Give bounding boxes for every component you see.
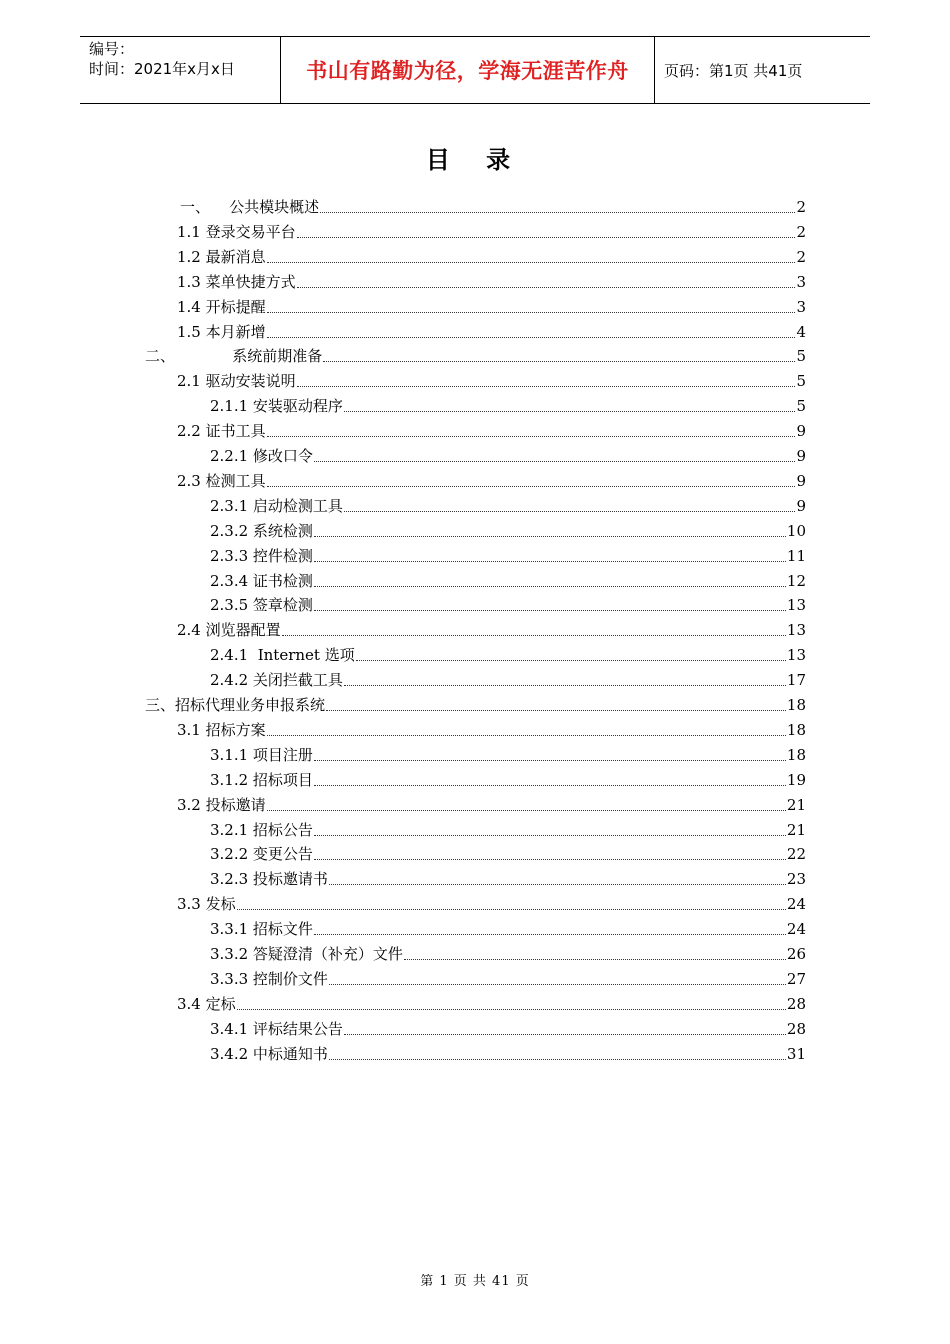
- toc-entry-label: 3.3.3 控制价文件: [210, 969, 328, 988]
- toc-entry-label: 2.3.2 系统检测: [210, 521, 313, 540]
- toc-entry-page: 5: [796, 347, 806, 366]
- toc-entry[interactable]: [177, 245, 806, 269]
- toc-entry[interactable]: [210, 494, 806, 518]
- toc-entry-page: 4: [796, 322, 806, 341]
- toc-entry[interactable]: [210, 519, 806, 543]
- toc-leader-dots: [314, 834, 786, 836]
- toc-leader-dots: [267, 435, 796, 437]
- toc-entry[interactable]: [177, 618, 806, 642]
- toc-entry[interactable]: [145, 693, 806, 717]
- toc-entry-page: 5: [796, 397, 806, 416]
- toc-entry-label: 3.2.3 投标邀请书: [210, 870, 328, 889]
- toc-entry-page: 13: [786, 621, 806, 640]
- toc-entry[interactable]: [177, 270, 806, 294]
- toc-entry-label: 2.3.4 证书检测: [210, 571, 313, 590]
- toc-leader-dots: [344, 510, 796, 512]
- header-page-cell: [655, 37, 870, 103]
- toc-entry-page: 2: [796, 222, 806, 241]
- toc-entry[interactable]: [210, 1017, 806, 1041]
- toc-entry-label: 3.4 定标: [177, 994, 236, 1013]
- toc-leader-dots: [344, 410, 796, 412]
- toc-entry-page: 23: [786, 870, 806, 889]
- toc-leader-dots: [404, 958, 786, 960]
- toc-entry-page: 28: [786, 1019, 806, 1038]
- toc-entry[interactable]: [210, 768, 806, 792]
- toc-entry-label: 2.3 检测工具: [177, 471, 266, 490]
- toc-entry-page: 13: [786, 596, 806, 615]
- toc-entry-label: 3.4.2 中标通知书: [210, 1044, 328, 1063]
- toc-entry-label: 3.3.1 招标文件: [210, 920, 313, 939]
- toc-entry-label: 2.4.1 Internet 选项: [210, 646, 355, 665]
- toc-entry[interactable]: [177, 320, 806, 344]
- toc-leader-dots: [320, 211, 795, 213]
- toc-leader-dots: [344, 684, 786, 686]
- toc-entry[interactable]: [177, 793, 806, 817]
- toc-entry-page: 31: [786, 1044, 806, 1063]
- toc-entry[interactable]: [177, 220, 806, 244]
- toc-entry-label: 1.4 开标提醒: [177, 297, 266, 316]
- toc-entry[interactable]: [210, 1042, 806, 1066]
- toc-entry-page: 12: [786, 571, 806, 590]
- toc-entry-label: 2.3.5 签章检测: [210, 596, 313, 615]
- toc-leader-dots: [314, 560, 786, 562]
- toc-entry[interactable]: [210, 394, 806, 418]
- toc-entry-label: 1.1 登录交易平台: [177, 222, 296, 241]
- toc-leader-dots: [267, 809, 786, 811]
- toc-entry-label: 3.2 投标邀请: [177, 795, 266, 814]
- header-motto-cell: [281, 37, 655, 103]
- toc-entry-page: 28: [786, 994, 806, 1013]
- toc-entry-label: 3.2.2 变更公告: [210, 845, 313, 864]
- toc-entry[interactable]: [210, 569, 806, 593]
- toc-entry[interactable]: [145, 344, 806, 368]
- toc-leader-dots: [314, 609, 786, 611]
- toc-leader-dots: [297, 385, 796, 387]
- toc-leader-dots: [237, 1008, 786, 1010]
- toc-entry[interactable]: [177, 469, 806, 493]
- header-page-label: 页码：第1页 共41页: [664, 61, 803, 80]
- toc-entry-page: 22: [786, 845, 806, 864]
- toc-entry-page: 18: [786, 696, 806, 714]
- toc-leader-dots: [267, 336, 796, 338]
- header-motto: 书山有路勤为径，学海无涯苦作舟: [306, 59, 629, 83]
- document-date-label: 时间：2021年x月x日: [89, 60, 235, 78]
- toc-entry-page: 9: [796, 447, 806, 465]
- toc-entry-page: 18: [786, 720, 806, 739]
- toc-entry[interactable]: [210, 743, 806, 767]
- page-header: [80, 36, 870, 104]
- toc-entry-label: 1.5 本月新增: [177, 322, 266, 341]
- toc-entry[interactable]: [177, 369, 806, 393]
- toc-leader-dots: [267, 311, 796, 313]
- toc-entry-page: 2: [796, 247, 806, 266]
- toc-leader-dots: [344, 1033, 786, 1035]
- toc-entry-label: 1.3 菜单快捷方式: [177, 272, 296, 291]
- toc-entry[interactable]: [177, 295, 806, 319]
- toc-leader-dots: [297, 236, 796, 238]
- toc-entry-label: 3.4.1 评标结果公告: [210, 1019, 343, 1038]
- toc-entry-label: 2.4 浏览器配置: [177, 621, 281, 640]
- toc-leader-dots: [314, 759, 786, 761]
- toc-entry-label: 2.1 驱动安装说明: [177, 372, 296, 391]
- toc-entry-page: 24: [786, 895, 806, 914]
- toc-entry-label: 3.1.2 招标项目: [210, 770, 313, 789]
- toc-leader-dots: [267, 261, 796, 263]
- toc-entry[interactable]: [210, 593, 806, 617]
- toc-entry-page: 3: [796, 272, 806, 291]
- toc-entry-label: 3.3 发标: [177, 895, 236, 914]
- toc-leader-dots: [356, 659, 786, 661]
- toc-entry[interactable]: [177, 992, 806, 1016]
- toc-entry-page: 13: [786, 646, 806, 665]
- toc-entry[interactable]: [210, 842, 806, 866]
- toc-entry-page: 21: [786, 795, 806, 814]
- toc-leader-dots: [326, 709, 786, 711]
- toc-entry-label: 3.1 招标方案: [177, 720, 266, 739]
- toc-entry-label: 2.3.1 启动检测工具: [210, 496, 343, 515]
- page-footer: 第 1 页 共 41 页: [420, 1274, 530, 1289]
- toc-leader-dots: [314, 784, 786, 786]
- toc-leader-dots: [297, 286, 796, 288]
- toc-entry[interactable]: [210, 967, 806, 991]
- toc-entry-page: 5: [796, 372, 806, 391]
- toc-entry[interactable]: [210, 668, 806, 692]
- toc-leader-dots: [237, 908, 786, 910]
- toc-entry-page: 24: [786, 920, 806, 939]
- toc-entry-page: 2: [796, 198, 806, 216]
- toc-leader-dots: [314, 460, 796, 462]
- toc-title: 目 录: [425, 146, 525, 174]
- toc-entry[interactable]: [210, 818, 806, 842]
- toc-entry-page: 26: [786, 945, 806, 963]
- toc-entry-label: 2.3.3 控件检测: [210, 546, 313, 565]
- toc-entry[interactable]: [177, 718, 806, 742]
- toc-entry-label: 二、 系统前期准备: [145, 347, 323, 366]
- toc-entry-page: 9: [796, 496, 806, 515]
- toc-entry-page: 11: [786, 546, 806, 565]
- toc-leader-dots: [267, 485, 796, 487]
- toc-leader-dots: [314, 585, 786, 587]
- toc-entry-page: 18: [786, 745, 806, 764]
- toc-entry-page: 10: [786, 521, 806, 540]
- toc-entry[interactable]: [210, 444, 806, 468]
- toc-entry[interactable]: [210, 942, 806, 966]
- toc-entry-page: 3: [796, 297, 806, 316]
- toc-leader-dots: [329, 883, 786, 885]
- toc-entry-label: 2.2.1 修改口令: [210, 447, 313, 465]
- toc-entry[interactable]: [210, 917, 806, 941]
- toc-entry-label: 1.2 最新消息: [177, 247, 266, 266]
- toc-leader-dots: [329, 1058, 786, 1060]
- toc-entry[interactable]: [210, 643, 806, 667]
- toc-entry-page: 17: [786, 671, 806, 690]
- toc-leader-dots: [314, 535, 786, 537]
- toc-entry[interactable]: [210, 544, 806, 568]
- toc-entry-page: 27: [786, 969, 806, 988]
- toc-entry[interactable]: [180, 195, 806, 219]
- document-number-label: 编号：: [89, 40, 135, 58]
- toc-leader-dots: [282, 634, 786, 636]
- toc-entry-label: 2.2 证书工具: [177, 422, 266, 441]
- toc-entry-label: 3.3.2 答疑澄清（补充）文件: [210, 945, 403, 963]
- toc-entry-page: 21: [786, 820, 806, 839]
- toc-leader-dots: [323, 360, 795, 362]
- toc-entry[interactable]: [177, 892, 806, 916]
- toc-entry-page: 9: [796, 422, 806, 441]
- toc-entry-label: 3.2.1 招标公告: [210, 820, 313, 839]
- toc-entry-label: 2.1.1 安装驱动程序: [210, 397, 343, 416]
- toc-entry-label: 2.4.2 关闭拦截工具: [210, 671, 343, 690]
- toc-entry-page: 9: [796, 471, 806, 490]
- toc-entry-label: 一、 公共模块概述: [180, 198, 320, 216]
- toc-leader-dots: [314, 858, 786, 860]
- toc-entry-label: 3.1.1 项目注册: [210, 745, 313, 764]
- toc-leader-dots: [329, 983, 786, 985]
- toc-entry-label: 三、招标代理业务申报系统: [145, 696, 326, 714]
- toc-leader-dots: [314, 933, 786, 935]
- toc-entry[interactable]: [177, 419, 806, 443]
- toc-leader-dots: [267, 734, 786, 736]
- toc-entry[interactable]: [210, 867, 806, 891]
- header-meta: [80, 37, 281, 103]
- toc-entry-page: 19: [786, 770, 806, 789]
